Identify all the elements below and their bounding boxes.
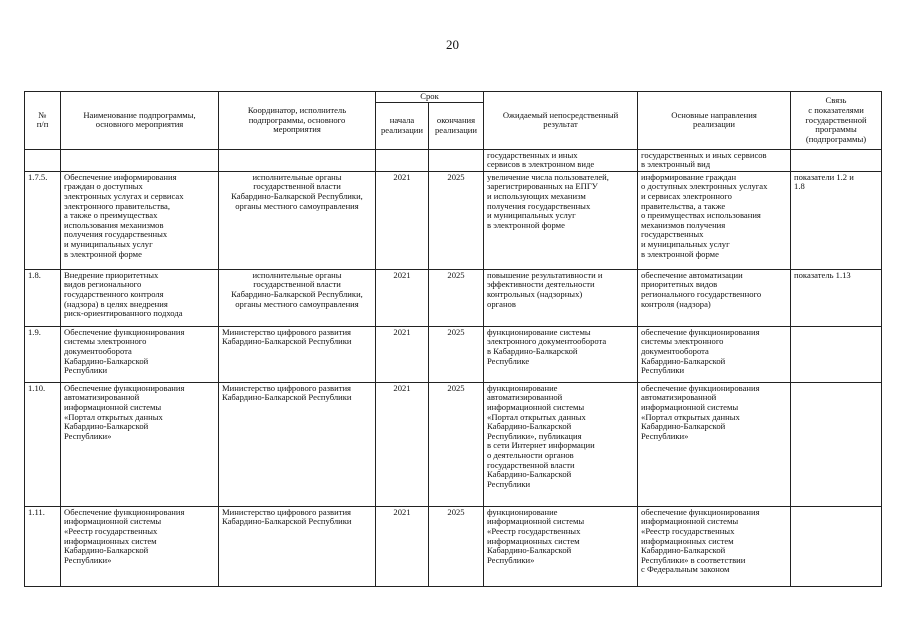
header-link: Связь с показателями государственной программы (подпрограммы) [791,92,882,150]
row-num: 1.10. [25,382,61,506]
row-link [791,326,882,382]
row-end: 2025 [429,382,484,506]
table-row [25,506,882,586]
row-name: Обеспечение функционирования автоматизированной информационной системы «Портал открытых данных Кабардино-Балкарской Республики» [61,382,219,506]
program-table [24,91,882,587]
row-directions: обеспечение функционирования автоматизированной информационной системы «Портал открытых данных Кабардино-Балкарской Республики» [638,382,791,506]
table-row [25,326,882,382]
row-name: Обеспечение информирования граждан о доступных электронных услугах и сервисах электронного правительства, а также о преимуществах использования механизмов получения государственных и муниципальных услуг в электронной форме [61,171,219,269]
row-start: 2021 [376,506,429,586]
continuation-result: государственных и иных сервисов в электронном виде [484,149,638,171]
continuation-row [25,149,882,171]
row-directions: обеспечение функционирования системы электронного документооборота Кабардино-Балкарской Республики [638,326,791,382]
row-result: увеличение числа пользователей, зарегистрированных на ЕПГУ и использующих механизм получения государственных и муниципальных услуг в электронной форме [484,171,638,269]
row-result: функционирование информационной системы «Реестр государственных информационных систем Кабардино-Балкарской Республики» [484,506,638,586]
row-num: 1.11. [25,506,61,586]
row-start: 2021 [376,171,429,269]
header-directions: Основные направления реализации [638,92,791,150]
row-num: 1.9. [25,326,61,382]
table-row [25,171,882,269]
row-name: Внедрение приоритетных видов регионального государственного контроля (надзора) в целях внедрения риск-ориентированного подхода [61,269,219,326]
header-name: Наименование подпрограммы, основного мероприятия [61,92,219,150]
row-name: Обеспечение функционирования информационной системы «Реестр государственных информационных систем Кабардино-Балкарской Республики» [61,506,219,586]
row-num: 1.7.5. [25,171,61,269]
header-term: Срок [376,92,484,103]
row-name: Обеспечение функционирования системы электронного документооборота Кабардино-Балкарской Республики [61,326,219,382]
row-end: 2025 [429,171,484,269]
row-link: показатели 1.2 и 1.8 [791,171,882,269]
row-link: показатель 1.13 [791,269,882,326]
header-num: № п/п [25,92,61,150]
row-coordinator: исполнительные органы государственной власти Кабардино-Балкарской Республики, органы местного самоуправления [219,171,376,269]
row-end: 2025 [429,506,484,586]
continuation-directions: государственных и иных сервисов в электронный вид [638,149,791,171]
row-link [791,382,882,506]
row-directions: обеспечение функционирования информационной системы «Реестр государственных информационных систем Кабардино-Балкарской Республики» в соответствии с Федеральным законом [638,506,791,586]
table-row [25,382,882,506]
row-start: 2021 [376,269,429,326]
row-start: 2021 [376,382,429,506]
row-result: функционирование системы электронного документооборота в Кабардино-Балкарской Республике [484,326,638,382]
row-coordinator: исполнительные органы государственной власти Кабардино-Балкарской Республики, органы местного самоуправления [219,269,376,326]
row-start: 2021 [376,326,429,382]
row-link [791,506,882,586]
table-row [25,269,882,326]
row-end: 2025 [429,269,484,326]
row-coordinator: Министерство цифрового развития Кабардино-Балкарской Республики [219,382,376,506]
header-end: окончания реализации [429,102,484,149]
header-coordinator: Координатор, исполнитель подпрограммы, основного мероприятия [219,92,376,150]
row-directions: информирование граждан о доступных электронных услугах и сервисах электронного правительства, а также о преимуществах использования механизмов получения государственных и муниципальных услуг в электронной форме [638,171,791,269]
row-result: функционирование автоматизированной информационной системы «Портал открытых данных Кабардино-Балкарской Республики», публикация в сети Интернет информации о деятельности органов государственной власти Кабардино-Балкарской Республики [484,382,638,506]
header-start: начала реализации [376,102,429,149]
row-directions: обеспечение автоматизации приоритетных видов регионального государственного контроля (надзора) [638,269,791,326]
page-number: 20 [446,37,459,52]
row-coordinator: Министерство цифрового развития Кабардино-Балкарской Республики [219,326,376,382]
row-num: 1.8. [25,269,61,326]
header-result: Ожидаемый непосредственный результат [484,92,638,150]
row-coordinator: Министерство цифрового развития Кабардино-Балкарской Республики [219,506,376,586]
row-result: повышение результативности и эффективности деятельности контрольных (надзорных) органов [484,269,638,326]
header-row [25,92,882,103]
row-end: 2025 [429,326,484,382]
